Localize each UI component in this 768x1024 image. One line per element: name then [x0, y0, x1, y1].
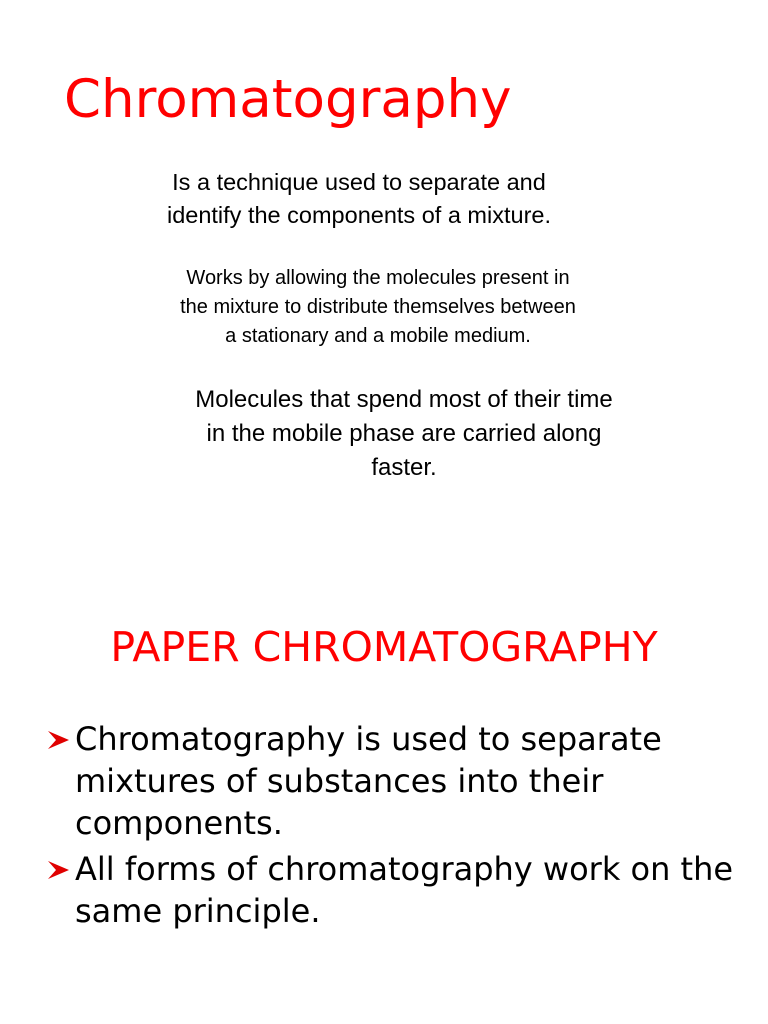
bullet-item [47, 718, 737, 844]
slide-title: Chromatography [64, 69, 512, 130]
mobile-phase-paragraph: Molecules that spend most of their time in the mobile phase are carried along faster. [195, 386, 613, 481]
slide-paper-chromatography [0, 512, 768, 1024]
definition-paragraph: Is a technique used to separate and identify the components of a mixture. [166, 169, 552, 228]
bullet-text: All forms of chromatography work on the same principle. [75, 850, 734, 930]
mechanism-paragraph: Works by allowing the molecules present in the mixture to distribute themselves between a stationary and a mobile medium. [180, 267, 576, 347]
arrow-bullet-icon [47, 860, 71, 880]
slide-title: PAPER CHROMATOGRAPHY [110, 623, 658, 671]
bullet-list [47, 718, 737, 936]
arrow-bullet-icon [47, 730, 71, 750]
bullet-text: Chromatography is used to separate mixtures of substances into their components. [75, 720, 662, 842]
bullet-item [47, 848, 737, 932]
